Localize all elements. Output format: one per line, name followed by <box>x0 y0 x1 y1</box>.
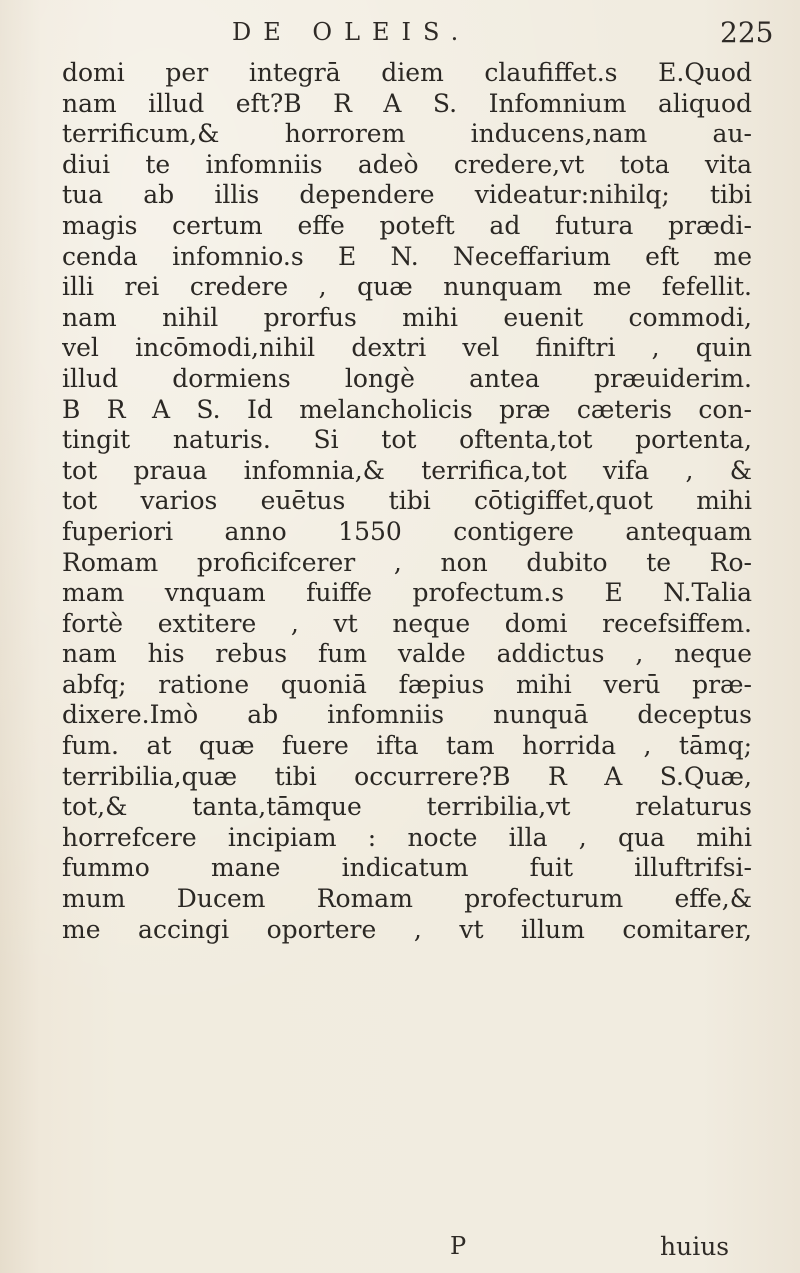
text-line: diui te infomniis adeò credere,vt tota vita <box>62 149 752 179</box>
text-line: dixere.Imò ab infomniis nunquā deceptus <box>62 700 752 730</box>
text-line: mum Ducem Romam profecturum effe,& <box>62 884 752 914</box>
text-line: horrefcere incipiam : nocte illa , qua mihi <box>62 822 752 852</box>
text-line: magis certum effe poteft ad futura prædi- <box>62 210 752 240</box>
text-line: domi per integrā diem claufiffet.s E.Quod <box>62 58 752 87</box>
text-line: terribilia,quæ tibi occurrere?B R A S.Quæ, <box>62 761 752 791</box>
page-header <box>0 14 800 50</box>
text-line: terrificum,& horrorem inducens,nam au- <box>62 119 752 149</box>
text-line: nam illud eft?B R A S. Infomnium aliquod <box>62 88 752 118</box>
body-text <box>62 58 752 945</box>
text-line: me accingi oportere , vt illum comitarer, <box>62 914 752 944</box>
text-line: tot varios euētus tibi cōtigiffet,quot mihi <box>62 486 752 516</box>
page-number: 225 <box>720 16 774 49</box>
text-line: tot,& tanta,tāmque terribilia,vt relaturus <box>62 792 752 822</box>
text-line: fortè extitere , vt neque domi recefsiffem. <box>62 608 752 638</box>
text-line: Romam proficifcerer , non dubito te Ro- <box>62 547 752 577</box>
signature-mark: P <box>450 1232 467 1260</box>
text-line: abfq; ratione quoniā fæpius mihi verū præ- <box>62 669 752 699</box>
page-footer <box>0 1232 800 1264</box>
text-line: cenda infomnio.s E N. Neceffarium eft me <box>62 241 752 271</box>
catchword: huius <box>660 1232 730 1261</box>
text-line: vel incōmodi,nihil dextri vel finiftri , quin <box>62 333 752 363</box>
text-line: fummo mane indicatum fuit illuftrifsi- <box>62 853 752 883</box>
text-line: illud dormiens longè antea præuiderim. <box>62 363 752 393</box>
running-title: DE OLEIS. <box>232 18 471 46</box>
text-line: nam his rebus fum valde addictus , neque <box>62 639 752 669</box>
text-line: tua ab illis dependere videatur:nihilq; tibi <box>62 180 752 210</box>
text-line: tot praua infomnia,& terrifica,tot vifa , & <box>62 455 752 485</box>
text-line: nam nihil prorfus mihi euenit commodi, <box>62 302 752 332</box>
text-line: fum. at quæ fuere ifta tam horrida , tāmq; <box>62 731 752 761</box>
text-line: illi rei credere , quæ nunquam me fefellit. <box>62 272 752 302</box>
text-line: mam vnquam fuiffe profectum.s E N.Talia <box>62 578 752 608</box>
text-line: tingit naturis. Si tot oftenta,tot portenta, <box>62 425 752 455</box>
text-line: B R A S. Id melancholicis præ cæteris con- <box>62 394 752 424</box>
text-line: fuperiori anno 1550 contigere antequam <box>62 516 752 546</box>
